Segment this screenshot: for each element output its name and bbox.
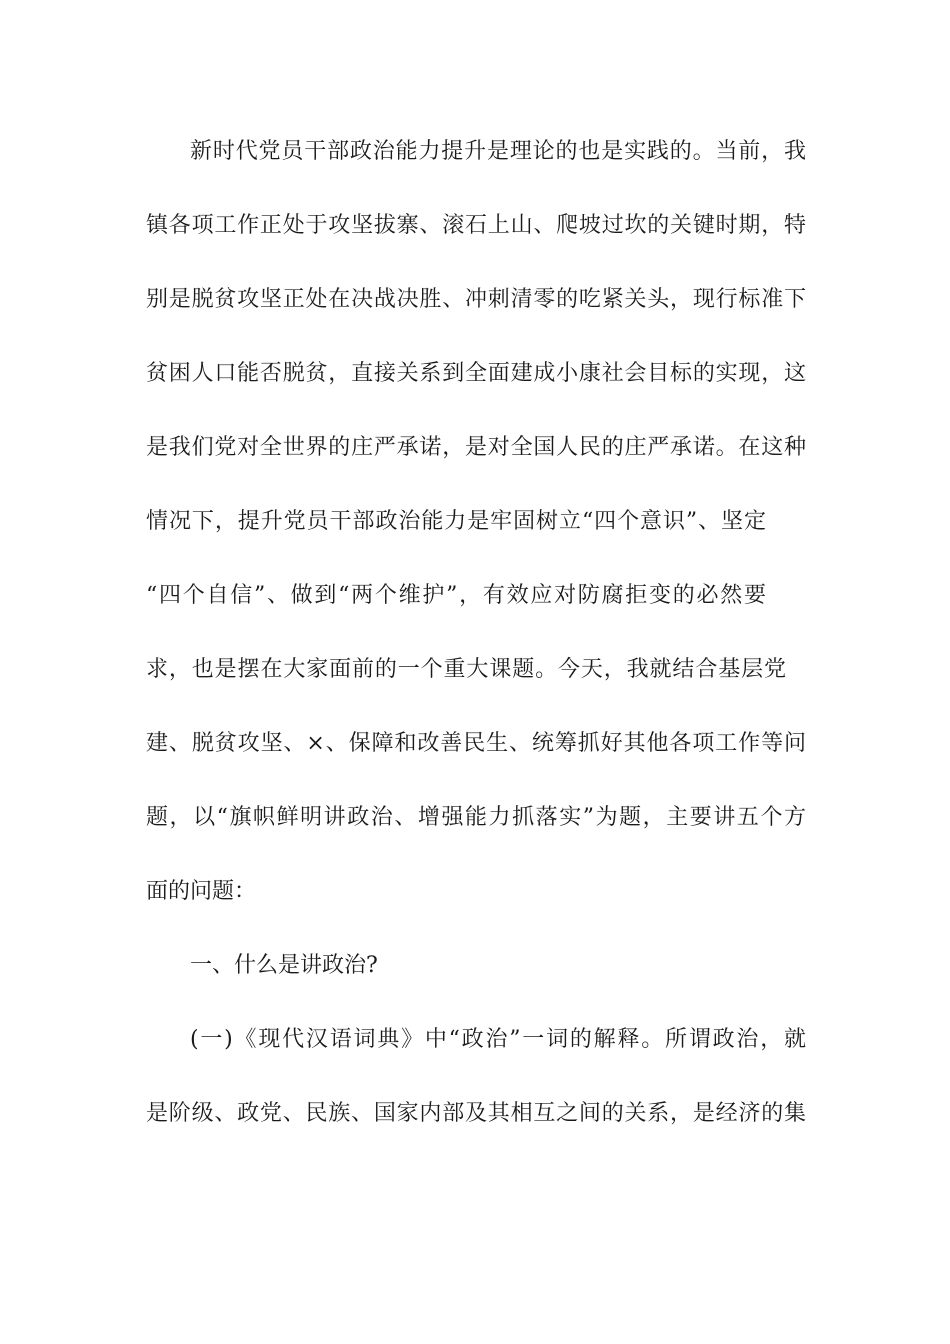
paragraph-line: 别是脱贫攻坚正处在决战决胜、冲刺清零的吃紧关头，现行标准下: [146, 287, 806, 312]
paragraph-line: 题，以“旗帜鲜明讲政治、增强能力抓落实”为题，主要讲五个方: [146, 805, 806, 830]
subsection-line: (一)《现代汉语词典》中“政治”一词的解释。所谓政治，就: [190, 1027, 806, 1052]
paragraph-line: 新时代党员干部政治能力提升是理论的也是实践的。当前，我: [190, 139, 806, 164]
paragraph-line: 是阶级、政党、民族、国家内部及其相互之间的关系，是经济的集: [146, 1101, 806, 1126]
paragraph-line: 求，也是摆在大家面前的一个重大课题。今天，我就结合基层党: [146, 657, 786, 682]
section-heading: 一、什么是讲政治?: [190, 953, 378, 978]
paragraph-line: 贫困人口能否脱贫，直接关系到全面建成小康社会目标的实现，这: [146, 361, 806, 386]
paragraph-line: “四个自信”、做到“两个维护”，有效应对防腐拒变的必然要: [146, 583, 766, 608]
paragraph-line: 镇各项工作正处于攻坚拔寨、滚石上山、爬坡过坎的关键时期，特: [146, 213, 806, 238]
paragraph-line: 面的问题：: [146, 879, 257, 904]
document-body: [146, 127, 806, 1163]
paragraph-line: 是我们党对全世界的庄严承诺，是对全国人民的庄严承诺。在这种: [146, 435, 806, 460]
paragraph-line: 情况下，提升党员干部政治能力是牢固树立“四个意识”、坚定: [146, 509, 766, 534]
paragraph-line: 建、脱贫攻坚、×、保障和改善民生、统筹抓好其他各项工作等问: [146, 731, 806, 756]
